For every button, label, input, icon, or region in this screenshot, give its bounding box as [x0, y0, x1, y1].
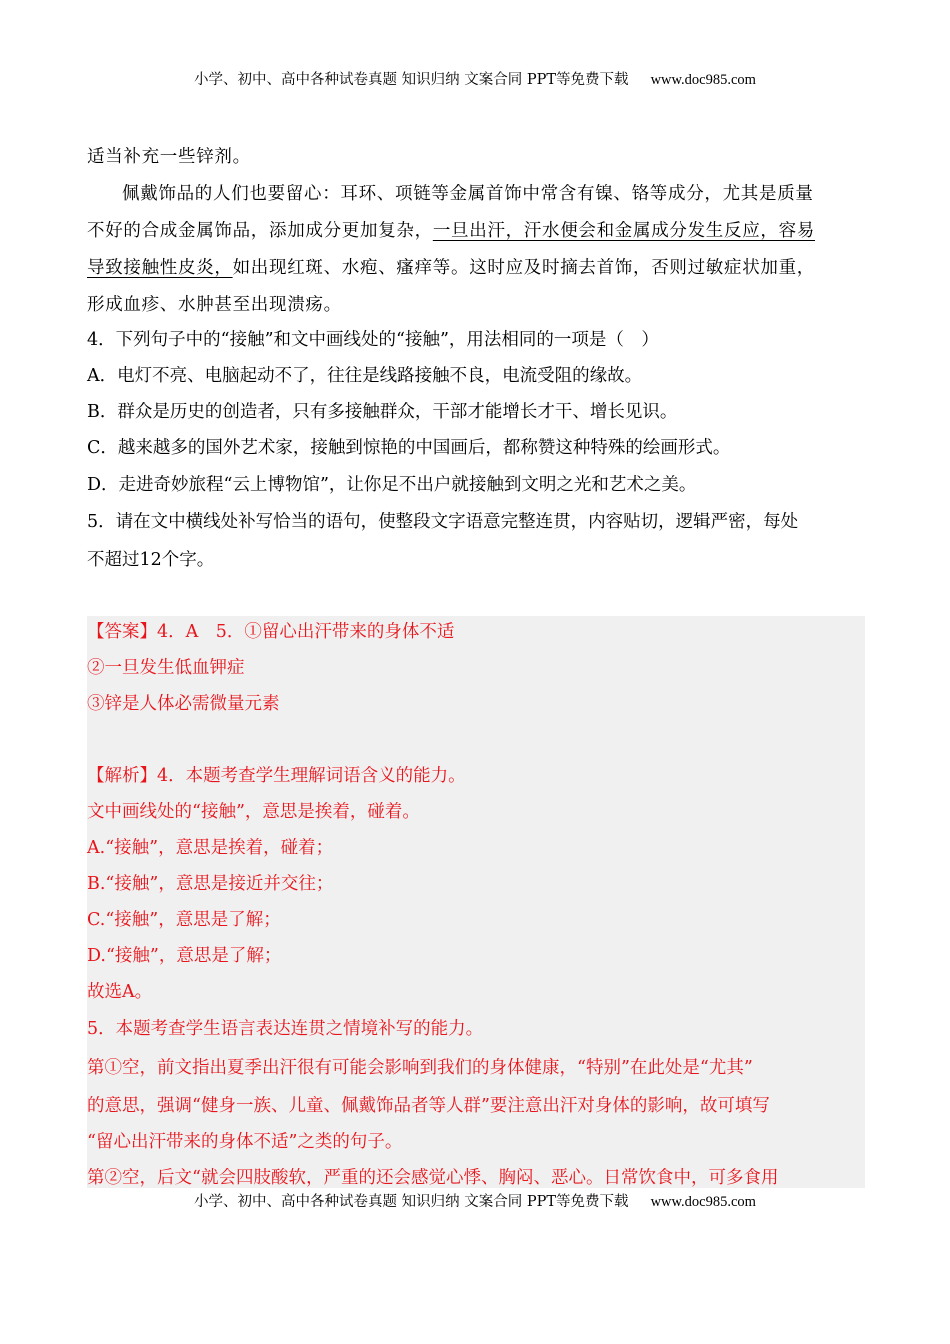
question-4-option-a: A．电灯不亮、电脑起动不了，往往是线路接触不良，电流受阻的缘故。 — [87, 366, 643, 386]
question-4-option-b: B．群众是历史的创造者，只有多接触群众，干部才能增长才干、增长见识。 — [87, 402, 678, 422]
question-5: 5．请在文中横线处补写恰当的语句，使整段文字语意完整连贯，内容贴切，逻辑严密，每处 — [87, 512, 799, 532]
analysis-line: 第①空，前文指出夏季出汗很有可能会影响到我们的身体健康，“特别”在此处是“尤其” — [87, 1058, 753, 1078]
analysis-line: C.“接触”，意思是了解； — [87, 910, 281, 930]
analysis-line: “留心出汗带来的身体不适”之类的句子。 — [87, 1132, 403, 1152]
analysis-line: 的意思，强调“健身一族、儿童、佩戴饰品者等人群”要注意出汗对身体的影响，故可填写 — [87, 1096, 770, 1116]
passage-line: 形成血疹、水肿甚至出现溃疡。 — [87, 295, 342, 315]
analysis-line: 【解析】4．本题考查学生理解词语含义的能力。 — [87, 766, 466, 786]
page-footer — [0, 1190, 950, 1211]
answer-analysis-box — [87, 616, 865, 1188]
passage-line — [87, 256, 815, 280]
analysis-line: B.“接触”，意思是接近并交往； — [87, 874, 334, 894]
passage-text: 不好的合成金属饰品，添加成分更加复杂， — [87, 221, 433, 241]
underlined-sentence: 一旦出汗，汗水便会和金属成分发生反应，容易 — [432, 221, 816, 241]
passage-line: 佩戴饰品的人们也要留心：耳环、项链等金属首饰中常含有镍、铬等成分，尤其是质量 — [122, 184, 814, 204]
analysis-line: 文中画线处的“接触”，意思是挨着，碰着。 — [87, 802, 420, 822]
passage-text: 如出现红斑、水疱、瘙痒等。这时应及时摘去首饰，否则过敏症状加重， — [232, 258, 816, 278]
analysis-line: 5．本题考查学生语言表达连贯之情境补写的能力。 — [87, 1019, 484, 1039]
question-5-cont: 不超过12个字。 — [87, 550, 215, 570]
page-header — [0, 68, 950, 89]
passage-line — [87, 219, 815, 243]
passage-line: 适当补充一些锌剂。 — [87, 147, 251, 167]
question-4-option-d: D．走进奇妙旅程“云上博物馆”，让你足不出户就接触到文明之光和艺术之美。 — [87, 475, 697, 495]
header-text: 小学、初中、高中各种试卷真题 知识归纳 文案合同 PPT等免费下载 — [194, 72, 629, 88]
answer-line: ③锌是人体必需微量元素 — [87, 694, 280, 714]
analysis-line: A.“接触”，意思是挨着，碰着； — [87, 838, 334, 858]
answer-line: ②一旦发生低血钾症 — [87, 658, 245, 678]
analysis-line: 第②空，后文“就会四肢酸软，严重的还会感觉心悸、胸闷、恶心。日常饮食中，可多食用 — [87, 1168, 779, 1188]
question-4-option-c: C．越来越多的国外艺术家，接触到惊艳的中国画后，都称赞这种特殊的绘画形式。 — [87, 438, 731, 458]
header-site-link[interactable]: www.doc985.com — [650, 72, 756, 88]
answer-line: 【答案】4．A 5．①留心出汗带来的身体不适 — [87, 622, 455, 642]
question-4: 4．下列句子中的“接触”和文中画线处的“接触”，用法相同的一项是（ ） — [87, 330, 659, 350]
footer-text: 小学、初中、高中各种试卷真题 知识归纳 文案合同 PPT等免费下载 — [194, 1194, 629, 1210]
footer-site-link[interactable]: www.doc985.com — [650, 1194, 756, 1210]
analysis-line: D.“接触”，意思是了解； — [87, 946, 282, 966]
analysis-line: 故选A。 — [87, 982, 153, 1002]
underlined-sentence: 导致接触性皮炎， — [87, 258, 233, 278]
